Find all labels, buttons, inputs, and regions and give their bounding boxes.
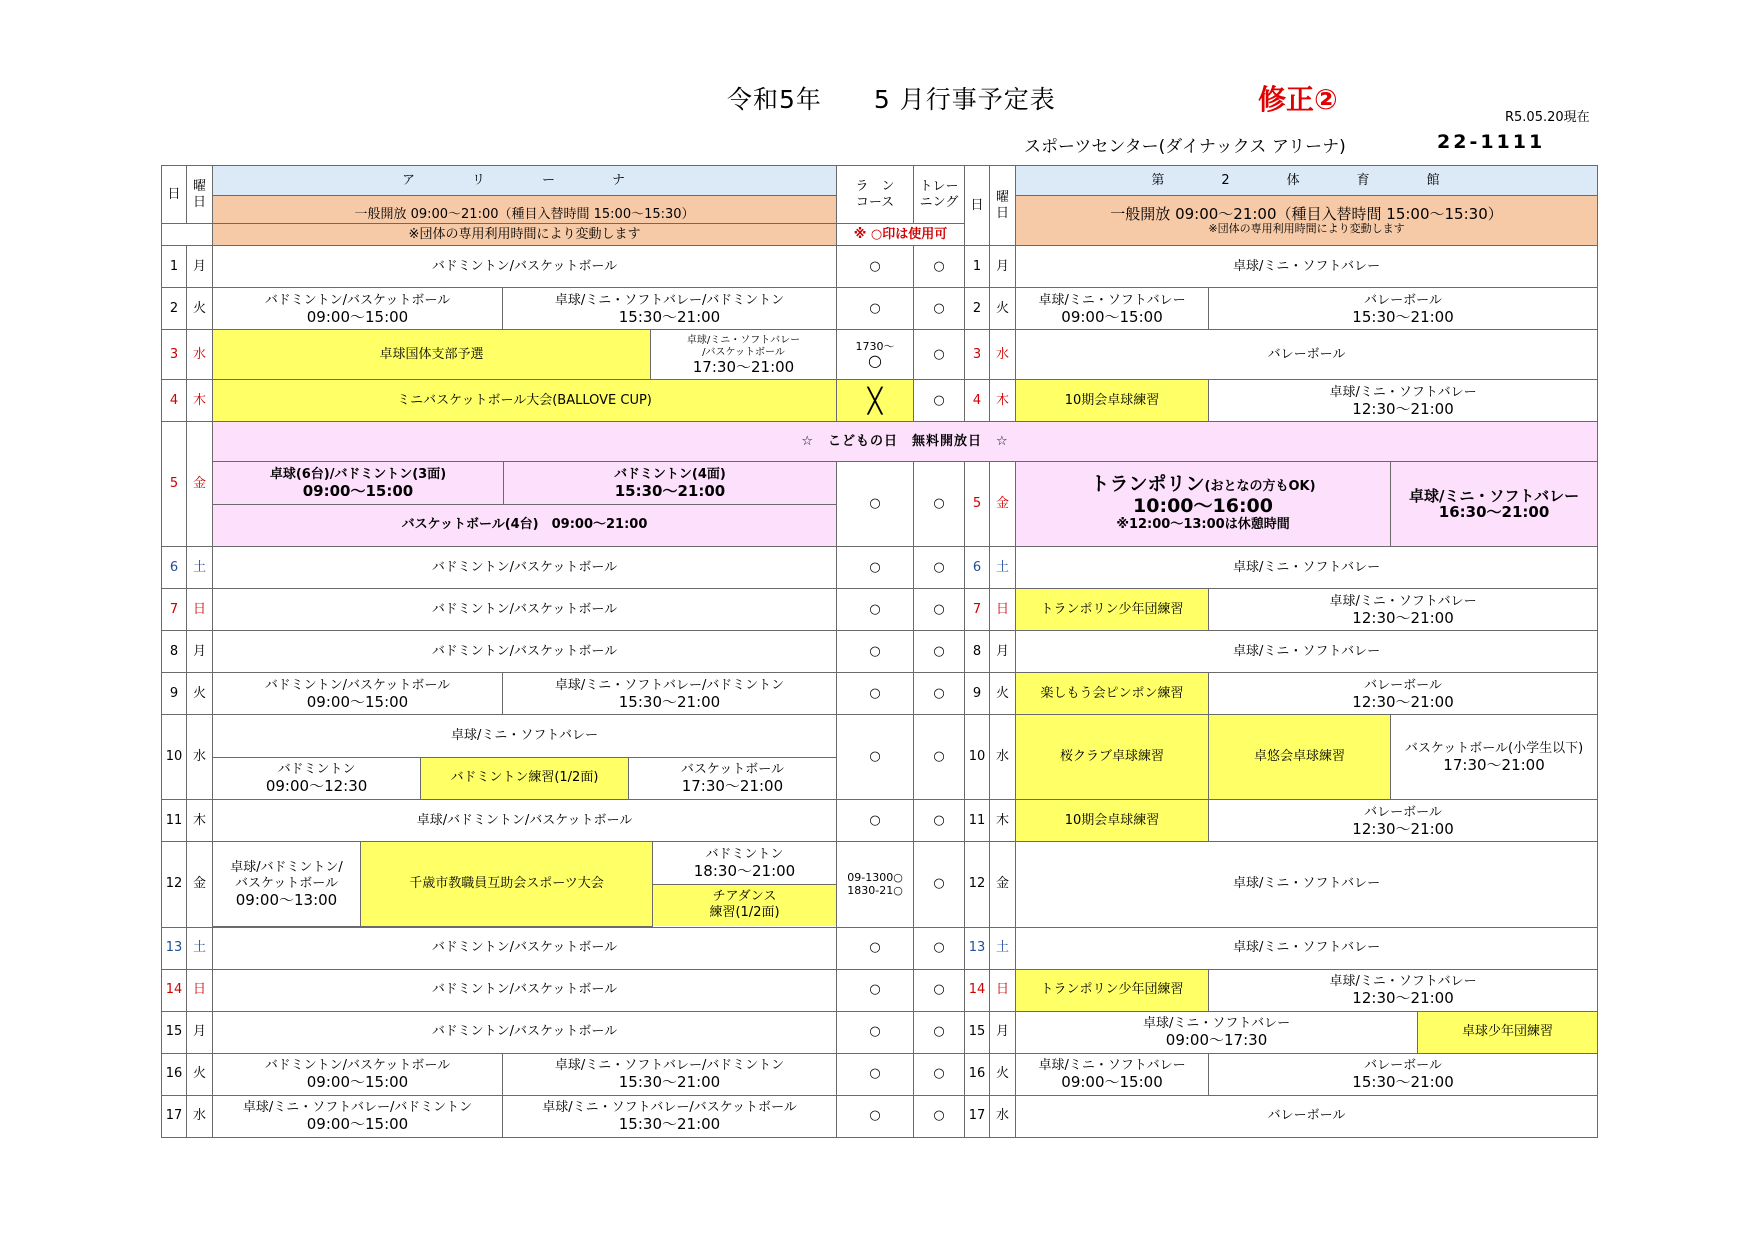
table-row: 17 水 卓球/ミニ・ソフトバレー/バドミントン 09:00～15:00 卓球/ミニ・ソフトバレー/バスケットボール 15:30～21:00 ○ ○ 17 水 バレーボール xyxy=(162,1095,1598,1137)
gym2-note: ※団体の専用利用時間により変動します xyxy=(1208,222,1405,235)
schedule-table xyxy=(161,165,1598,1138)
table-row: 4 木 ミニバスケットボール大会(BALLOVE CUP) ╳ ○ 4 木 10期会卓球練習 卓球/ミニ・ソフトバレー 12:30～21:00 xyxy=(162,380,1598,422)
arena-cell: 卓球/ミニ・ソフトバレー バドミントン 09:00～12:30 バドミントン練習(1/2面) バスケットボール 17:30～21:00 xyxy=(213,715,837,800)
gym2-event: トランポリン(おとなの方もOK) 10:00～16:00 ※12:00～13:00は休憩時間 xyxy=(1016,462,1391,547)
gym2-header-weekday: 曜日 xyxy=(990,166,1016,246)
arena-header: ア リ ー ナ xyxy=(213,166,837,196)
arena-cell: バドミントン/バスケットボール xyxy=(213,246,837,288)
table-row: 8 月 バドミントン/バスケットボール ○ ○ 8 月 卓球/ミニ・ソフトバレー xyxy=(162,631,1598,673)
table-row: 7 日 バドミントン/バスケットボール ○ ○ 7 日 トランポリン少年団練習 卓球/ミニ・ソフトバレー 12:30～21:00 xyxy=(162,589,1598,631)
as-of-date: R5.05.20現在 xyxy=(1505,110,1590,125)
revision-label: 修正② xyxy=(1258,83,1338,116)
table-row: 2 火 バドミントン/バスケットボール 09:00～15:00 卓球/ミニ・ソフトバレー/バドミントン 15:30～21:00 ○ ○ 2 火 卓球/ミニ・ソフトバレー 09:00～15:00 バレーボール 15:30～21:00 xyxy=(162,288,1598,330)
run-unavailable-mark: ╳ xyxy=(837,380,914,422)
arena-open-hours: 一般開放 09:00～21:00（種目入替時間 15:00～15:30） xyxy=(213,196,837,224)
gym2-event: 10期会卓球練習 xyxy=(1016,800,1209,842)
gym2-header: 第 2 体 育 館 xyxy=(1016,166,1598,196)
gym2-cell: バレーボール xyxy=(1016,330,1598,380)
table-row: 3 水 卓球国体支部予選 卓球/ミニ・ソフトバレー /バスケットボール 17:30～21:00 1730～ ○ ○ 3 水 バレーボール xyxy=(162,330,1598,380)
run-course-header: ラ ン コース xyxy=(837,166,914,224)
arena-event: ミニバスケットボール大会(BALLOVE CUP) xyxy=(213,380,837,422)
arena-cell: 卓球(6台)/バドミントン(3面) 09:00～15:00 バドミントン(4面) 15:30～21:00 バスケットボール(4台) 09:00～21:00 xyxy=(213,462,837,547)
gym2-cell: 卓球/ミニ・ソフトバレー 12:30～21:00 xyxy=(1209,380,1598,422)
gym2-event: 10期会卓球練習 xyxy=(1016,380,1209,422)
gym2-event: 卓悠会卓球練習 xyxy=(1209,715,1391,800)
gym2-event: 楽しもう会ピンポン練習 xyxy=(1016,673,1209,715)
gym2-cell: 卓球/ミニ・ソフトバレー xyxy=(1016,246,1598,288)
facility-name: スポーツセンター(ダイナックス アリーナ) xyxy=(1024,137,1346,157)
gym2-event: トランポリン少年団練習 xyxy=(1016,969,1209,1011)
run-cell: 1730～ ○ xyxy=(837,330,914,380)
table-row: 14 日 バドミントン/バスケットボール ○ ○ 14 日 トランポリン少年団練習 卓球/ミニ・ソフトバレー 12:30～21:00 xyxy=(162,969,1598,1011)
gym2-open-text: 一般開放 09:00～21:00（種目入替時間 15:00～15:30） xyxy=(1110,205,1503,223)
table-row: 卓球(6台)/バドミントン(3面) 09:00～15:00 バドミントン(4面) 15:30～21:00 バスケットボール(4台) 09:00～21:00 ○ ○ 5 金 トランポリン(おとなの方もOK) 10:00～16:00 ※12:00～13:00は休憩時間 卓球/ミニ・ソフトバレー 16:30～21:00 xyxy=(162,462,1598,547)
phone-number: 22-1111 xyxy=(1437,131,1546,153)
childrens-day-banner: ☆ こどもの日 無料開放日 ☆ xyxy=(213,422,1598,462)
training-header: トレー ニング xyxy=(914,166,965,224)
table-row: 10 水 卓球/ミニ・ソフトバレー バドミントン 09:00～12:30 バドミントン練習(1/2面) バスケットボール 17:30～21:00 ○ ○ 10 水 桜クラブ卓球練習 卓悠会卓球練習 バスケットボール(小学生以下) 17:30～21:00 xyxy=(162,715,1598,800)
table-row: 5 金 ☆ こどもの日 無料開放日 ☆ xyxy=(162,422,1598,462)
table-row: 13 土 バドミントン/バスケットボール ○ ○ 13 土 卓球/ミニ・ソフトバレー xyxy=(162,927,1598,969)
table-row: 12 金 卓球/バドミントン/ バスケットボール 09:00～13:00 千歳市教職員互助会スポーツ大会 バドミントン 18:30～21:00 チアダンス 練習(1/2面) 09-1300○ 1830-21○ ○ 12 金 卓球/ミニ・ソフトバレー xyxy=(162,842,1598,928)
usable-note: ※ ○印は使用可 xyxy=(837,224,965,246)
arena-event: 卓球国体支部予選 xyxy=(213,330,651,380)
training-mark: ○ xyxy=(914,246,965,288)
arena-cell: バドミントン/バスケットボール 09:00～15:00 xyxy=(213,288,503,330)
table-row: 16 火 バドミントン/バスケットボール 09:00～15:00 卓球/ミニ・ソフトバレー/バドミントン 15:30～21:00 ○ ○ 16 火 卓球/ミニ・ソフトバレー 09:00～15:00 バレーボール 15:30～21:00 xyxy=(162,1053,1598,1095)
gym2-event: トランポリン少年団練習 xyxy=(1016,589,1209,631)
table-row: 1 月 バドミントン/バスケットボール ○ ○ 1 月 卓球/ミニ・ソフトバレー xyxy=(162,246,1598,288)
arena-cell: 卓球/ミニ・ソフトバレー /バスケットボール 17:30～21:00 xyxy=(651,330,837,380)
table-row: 11 木 卓球/バドミントン/バスケットボール ○ ○ 11 木 10期会卓球練習 バレーボール 12:30～21:00 xyxy=(162,800,1598,842)
gym2-event: 桜クラブ卓球練習 xyxy=(1016,715,1209,800)
run-mark: ○ xyxy=(837,246,914,288)
gym2-open-hours xyxy=(1016,196,1598,246)
gym2-cell: 卓球/ミニ・ソフトバレー 16:30～21:00 xyxy=(1391,462,1598,547)
gym2-cell: 卓球/ミニ・ソフトバレー 09:00～15:00 xyxy=(1016,288,1209,330)
gym2-event: 卓球少年団練習 xyxy=(1418,1011,1598,1053)
gym2-cell: バレーボール 15:30～21:00 xyxy=(1209,288,1598,330)
page-title: 令和5年 5 月行事予定表 xyxy=(727,85,1056,114)
table-row: 9 火 バドミントン/バスケットボール 09:00～15:00 卓球/ミニ・ソフトバレー/バドミントン 15:30～21:00 ○ ○ 9 火 楽しもう会ピンポン練習 バレーボール 12:30～21:00 xyxy=(162,673,1598,715)
table-row: 6 土 バドミントン/バスケットボール ○ ○ 6 土 卓球/ミニ・ソフトバレー xyxy=(162,547,1598,589)
header-day: 日 xyxy=(162,166,187,224)
arena-cell: 卓球/ミニ・ソフトバレー/バドミントン 15:30～21:00 xyxy=(503,288,837,330)
gym2-header-day: 日 xyxy=(965,166,990,246)
header-weekday: 曜日 xyxy=(187,166,213,224)
arena-cell: 卓球/バドミントン/ バスケットボール 09:00～13:00 千歳市教職員互助会スポーツ大会 バドミントン 18:30～21:00 チアダンス 練習(1/2面) xyxy=(213,842,837,928)
arena-note: ※団体の専用利用時間により変動します xyxy=(213,224,837,246)
table-row: 15 月 バドミントン/バスケットボール ○ ○ 15 月 卓球/ミニ・ソフトバレー 09:00～17:30 卓球少年団練習 xyxy=(162,1011,1598,1053)
run-cell: 09-1300○ 1830-21○ xyxy=(837,842,914,928)
